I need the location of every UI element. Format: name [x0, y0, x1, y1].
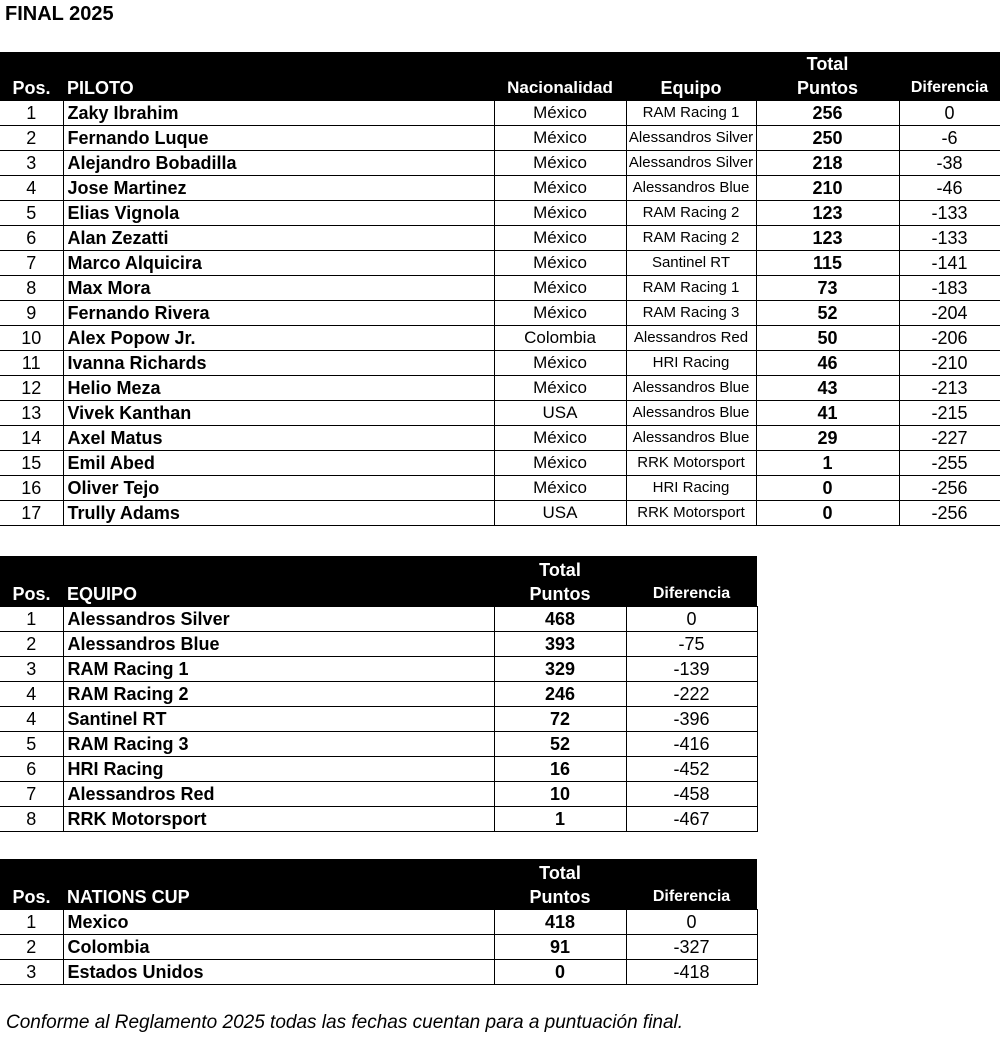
- cell-diff: -255: [899, 451, 1000, 476]
- header-points: [756, 52, 899, 101]
- cell-team: RAM Racing 1: [63, 657, 494, 682]
- cell-team: Alessandros Blue: [63, 632, 494, 657]
- cell-pos: 4: [0, 682, 63, 707]
- cell-nation: Mexico: [63, 910, 494, 935]
- table-row: [0, 451, 1000, 476]
- cell-diff: -327: [626, 935, 757, 960]
- cell-points: 468: [494, 607, 626, 632]
- cell-pilot: Marco Alquicira: [63, 251, 494, 276]
- table-row: [0, 960, 757, 985]
- pilot-standings-table: [0, 52, 1000, 526]
- team-table-header: [0, 556, 757, 607]
- cell-team: Alessandros Blue: [626, 426, 756, 451]
- table-row: [0, 126, 1000, 151]
- cell-diff: -452: [626, 757, 757, 782]
- cell-diff: -141: [899, 251, 1000, 276]
- cell-diff: -133: [899, 201, 1000, 226]
- cell-pilot: Ivanna Richards: [63, 351, 494, 376]
- cell-pos: 6: [0, 757, 63, 782]
- table-row: [0, 326, 1000, 351]
- cell-pilot: Trully Adams: [63, 501, 494, 526]
- cell-team: RAM Racing 2: [626, 201, 756, 226]
- table-row: [0, 757, 757, 782]
- cell-nationality: USA: [494, 501, 626, 526]
- cell-pilot: Jose Martinez: [63, 176, 494, 201]
- cell-pilot: Alan Zezatti: [63, 226, 494, 251]
- cell-diff: -75: [626, 632, 757, 657]
- cell-points: 52: [756, 301, 899, 326]
- cell-diff: -213: [899, 376, 1000, 401]
- cell-nation: Colombia: [63, 935, 494, 960]
- pilot-table-header: [0, 52, 1000, 101]
- cell-nationality: México: [494, 251, 626, 276]
- cell-diff: -222: [626, 682, 757, 707]
- cell-diff: -215: [899, 401, 1000, 426]
- header-nationality: Nacionalidad: [494, 52, 626, 101]
- cell-pos: 4: [0, 176, 63, 201]
- cell-nationality: USA: [494, 401, 626, 426]
- cell-nationality: México: [494, 426, 626, 451]
- cell-points: 0: [756, 501, 899, 526]
- cell-nationality: Colombia: [494, 326, 626, 351]
- cell-points: 10: [494, 782, 626, 807]
- cell-diff: -46: [899, 176, 1000, 201]
- cell-nationality: México: [494, 226, 626, 251]
- table-row: [0, 151, 1000, 176]
- cell-points: 418: [494, 910, 626, 935]
- cell-pilot: Max Mora: [63, 276, 494, 301]
- cell-points: 41: [756, 401, 899, 426]
- cell-pilot: Alex Popow Jr.: [63, 326, 494, 351]
- cell-nationality: México: [494, 351, 626, 376]
- cell-diff: 0: [626, 607, 757, 632]
- cell-pos: 2: [0, 632, 63, 657]
- cell-points: 250: [756, 126, 899, 151]
- cell-diff: -418: [626, 960, 757, 985]
- table-row: [0, 732, 757, 757]
- cell-team: Alessandros Silver: [63, 607, 494, 632]
- cell-pos: 2: [0, 126, 63, 151]
- table-row: [0, 426, 1000, 451]
- table-row: [0, 807, 757, 832]
- cell-pos: 5: [0, 732, 63, 757]
- table-row: [0, 101, 1000, 126]
- cell-pos: 1: [0, 607, 63, 632]
- header-pilot: PILOTO: [63, 52, 494, 101]
- cell-team: RAM Racing 1: [626, 276, 756, 301]
- footnote: Conforme al Reglamento 2025 todas las fechas cuentan para a puntuación final.: [6, 1012, 684, 1033]
- cell-team: Alessandros Silver: [626, 151, 756, 176]
- cell-pos: 11: [0, 351, 63, 376]
- cell-pos: 7: [0, 782, 63, 807]
- cell-pos: 10: [0, 326, 63, 351]
- cell-points: 1: [756, 451, 899, 476]
- cell-pos: 7: [0, 251, 63, 276]
- cell-points: 91: [494, 935, 626, 960]
- header-points-line1: Total: [539, 560, 581, 580]
- table-row: [0, 351, 1000, 376]
- table-row: [0, 201, 1000, 226]
- table-row: [0, 401, 1000, 426]
- cell-points: 246: [494, 682, 626, 707]
- cell-team: RRK Motorsport: [626, 451, 756, 476]
- cell-diff: -396: [626, 707, 757, 732]
- header-diff: Diferencia: [626, 556, 757, 607]
- cell-nationality: México: [494, 201, 626, 226]
- cell-pos: 3: [0, 657, 63, 682]
- header-diff: Diferencia: [626, 859, 757, 910]
- cell-pos: 2: [0, 935, 63, 960]
- team-standings-table: [0, 556, 758, 832]
- header-points-line2: Puntos: [797, 78, 858, 98]
- cell-nationality: México: [494, 176, 626, 201]
- cell-pilot: Oliver Tejo: [63, 476, 494, 501]
- header-points-line2: Puntos: [529, 584, 591, 604]
- cell-points: 0: [756, 476, 899, 501]
- cell-pilot: Vivek Kanthan: [63, 401, 494, 426]
- cell-pilot: Alejandro Bobadilla: [63, 151, 494, 176]
- cell-diff: -139: [626, 657, 757, 682]
- table-row: [0, 176, 1000, 201]
- header-points: [494, 859, 626, 910]
- header-nations-cup: NATIONS CUP: [63, 859, 494, 910]
- header-points-line2: Puntos: [529, 887, 591, 907]
- cell-diff: 0: [626, 910, 757, 935]
- header-pos: Pos.: [0, 556, 63, 607]
- table-row: [0, 657, 757, 682]
- header-team-name: EQUIPO: [63, 556, 494, 607]
- cell-points: 1: [494, 807, 626, 832]
- table-row: [0, 682, 757, 707]
- cell-nationality: México: [494, 126, 626, 151]
- cell-pos: 16: [0, 476, 63, 501]
- cell-team: Alessandros Silver: [626, 126, 756, 151]
- cell-pos: 13: [0, 401, 63, 426]
- cell-points: 393: [494, 632, 626, 657]
- header-points-line1: Total: [806, 54, 849, 74]
- cell-pos: 8: [0, 807, 63, 832]
- table-row: [0, 301, 1000, 326]
- cell-points: 50: [756, 326, 899, 351]
- cell-diff: -6: [899, 126, 1000, 151]
- cell-pos: 8: [0, 276, 63, 301]
- cell-diff: -38: [899, 151, 1000, 176]
- cell-team: Santinel RT: [626, 251, 756, 276]
- cell-points: 72: [494, 707, 626, 732]
- table-row: [0, 476, 1000, 501]
- cell-diff: -210: [899, 351, 1000, 376]
- cell-nationality: México: [494, 101, 626, 126]
- cell-pilot: Helio Meza: [63, 376, 494, 401]
- team-rows: [0, 607, 757, 832]
- cell-pos: 3: [0, 151, 63, 176]
- cell-diff: -416: [626, 732, 757, 757]
- cell-team: RAM Racing 2: [63, 682, 494, 707]
- page-title: FINAL 2025: [5, 3, 114, 25]
- cell-pos: 5: [0, 201, 63, 226]
- cell-pilot: Emil Abed: [63, 451, 494, 476]
- cell-diff: -204: [899, 301, 1000, 326]
- cell-points: 29: [756, 426, 899, 451]
- table-row: [0, 910, 757, 935]
- cell-diff: -467: [626, 807, 757, 832]
- cell-team: HRI Racing: [626, 476, 756, 501]
- cell-pos: 12: [0, 376, 63, 401]
- cell-team: RRK Motorsport: [626, 501, 756, 526]
- cell-diff: -256: [899, 476, 1000, 501]
- table-row: [0, 226, 1000, 251]
- table-row: [0, 707, 757, 732]
- cell-nationality: México: [494, 476, 626, 501]
- cell-pos: 1: [0, 910, 63, 935]
- cell-diff: -256: [899, 501, 1000, 526]
- cell-points: 218: [756, 151, 899, 176]
- cell-points: 256: [756, 101, 899, 126]
- header-team: Equipo: [626, 52, 756, 101]
- cell-team: HRI Racing: [63, 757, 494, 782]
- cell-points: 210: [756, 176, 899, 201]
- cell-pos: 6: [0, 226, 63, 251]
- cell-diff: -458: [626, 782, 757, 807]
- cell-diff: -183: [899, 276, 1000, 301]
- pilot-rows: [0, 101, 1000, 526]
- cell-points: 16: [494, 757, 626, 782]
- cell-nationality: México: [494, 301, 626, 326]
- cell-team: RAM Racing 3: [626, 301, 756, 326]
- cell-pilot: Axel Matus: [63, 426, 494, 451]
- nations-cup-table: [0, 859, 758, 985]
- cell-team: Alessandros Red: [626, 326, 756, 351]
- cell-team: Alessandros Blue: [626, 401, 756, 426]
- cell-nationality: México: [494, 151, 626, 176]
- cell-nationality: México: [494, 451, 626, 476]
- cell-team: RRK Motorsport: [63, 807, 494, 832]
- cell-diff: -133: [899, 226, 1000, 251]
- nation-rows: [0, 910, 757, 985]
- cell-pos: 17: [0, 501, 63, 526]
- table-row: [0, 607, 757, 632]
- cell-points: 329: [494, 657, 626, 682]
- cell-pilot: Zaky Ibrahim: [63, 101, 494, 126]
- cell-pilot: Fernando Rivera: [63, 301, 494, 326]
- cell-points: 123: [756, 226, 899, 251]
- cell-team: HRI Racing: [626, 351, 756, 376]
- cell-pos: 15: [0, 451, 63, 476]
- cell-team: RAM Racing 3: [63, 732, 494, 757]
- cell-pos: 4: [0, 707, 63, 732]
- cell-points: 0: [494, 960, 626, 985]
- table-row: [0, 376, 1000, 401]
- cell-nationality: México: [494, 276, 626, 301]
- cell-diff: -227: [899, 426, 1000, 451]
- cell-pos: 1: [0, 101, 63, 126]
- cell-diff: -206: [899, 326, 1000, 351]
- cell-pos: 14: [0, 426, 63, 451]
- table-row: [0, 501, 1000, 526]
- cell-points: 115: [756, 251, 899, 276]
- cell-team: RAM Racing 1: [626, 101, 756, 126]
- cell-team: RAM Racing 2: [626, 226, 756, 251]
- nations-table-header: [0, 859, 757, 910]
- header-pos: Pos.: [0, 52, 63, 101]
- table-row: [0, 632, 757, 657]
- cell-diff: 0: [899, 101, 1000, 126]
- cell-points: 52: [494, 732, 626, 757]
- cell-points: 73: [756, 276, 899, 301]
- table-row: [0, 935, 757, 960]
- cell-pilot: Fernando Luque: [63, 126, 494, 151]
- cell-team: Santinel RT: [63, 707, 494, 732]
- cell-points: 123: [756, 201, 899, 226]
- table-row: [0, 251, 1000, 276]
- header-pos: Pos.: [0, 859, 63, 910]
- cell-nationality: México: [494, 376, 626, 401]
- header-points: [494, 556, 626, 607]
- cell-pilot: Elias Vignola: [63, 201, 494, 226]
- header-points-line1: Total: [539, 863, 581, 883]
- cell-team: Alessandros Blue: [626, 176, 756, 201]
- cell-points: 46: [756, 351, 899, 376]
- cell-nation: Estados Unidos: [63, 960, 494, 985]
- cell-team: Alessandros Red: [63, 782, 494, 807]
- header-diff: Diferencia: [899, 52, 1000, 101]
- cell-pos: 9: [0, 301, 63, 326]
- table-row: [0, 782, 757, 807]
- cell-team: Alessandros Blue: [626, 376, 756, 401]
- cell-pos: 3: [0, 960, 63, 985]
- cell-points: 43: [756, 376, 899, 401]
- table-row: [0, 276, 1000, 301]
